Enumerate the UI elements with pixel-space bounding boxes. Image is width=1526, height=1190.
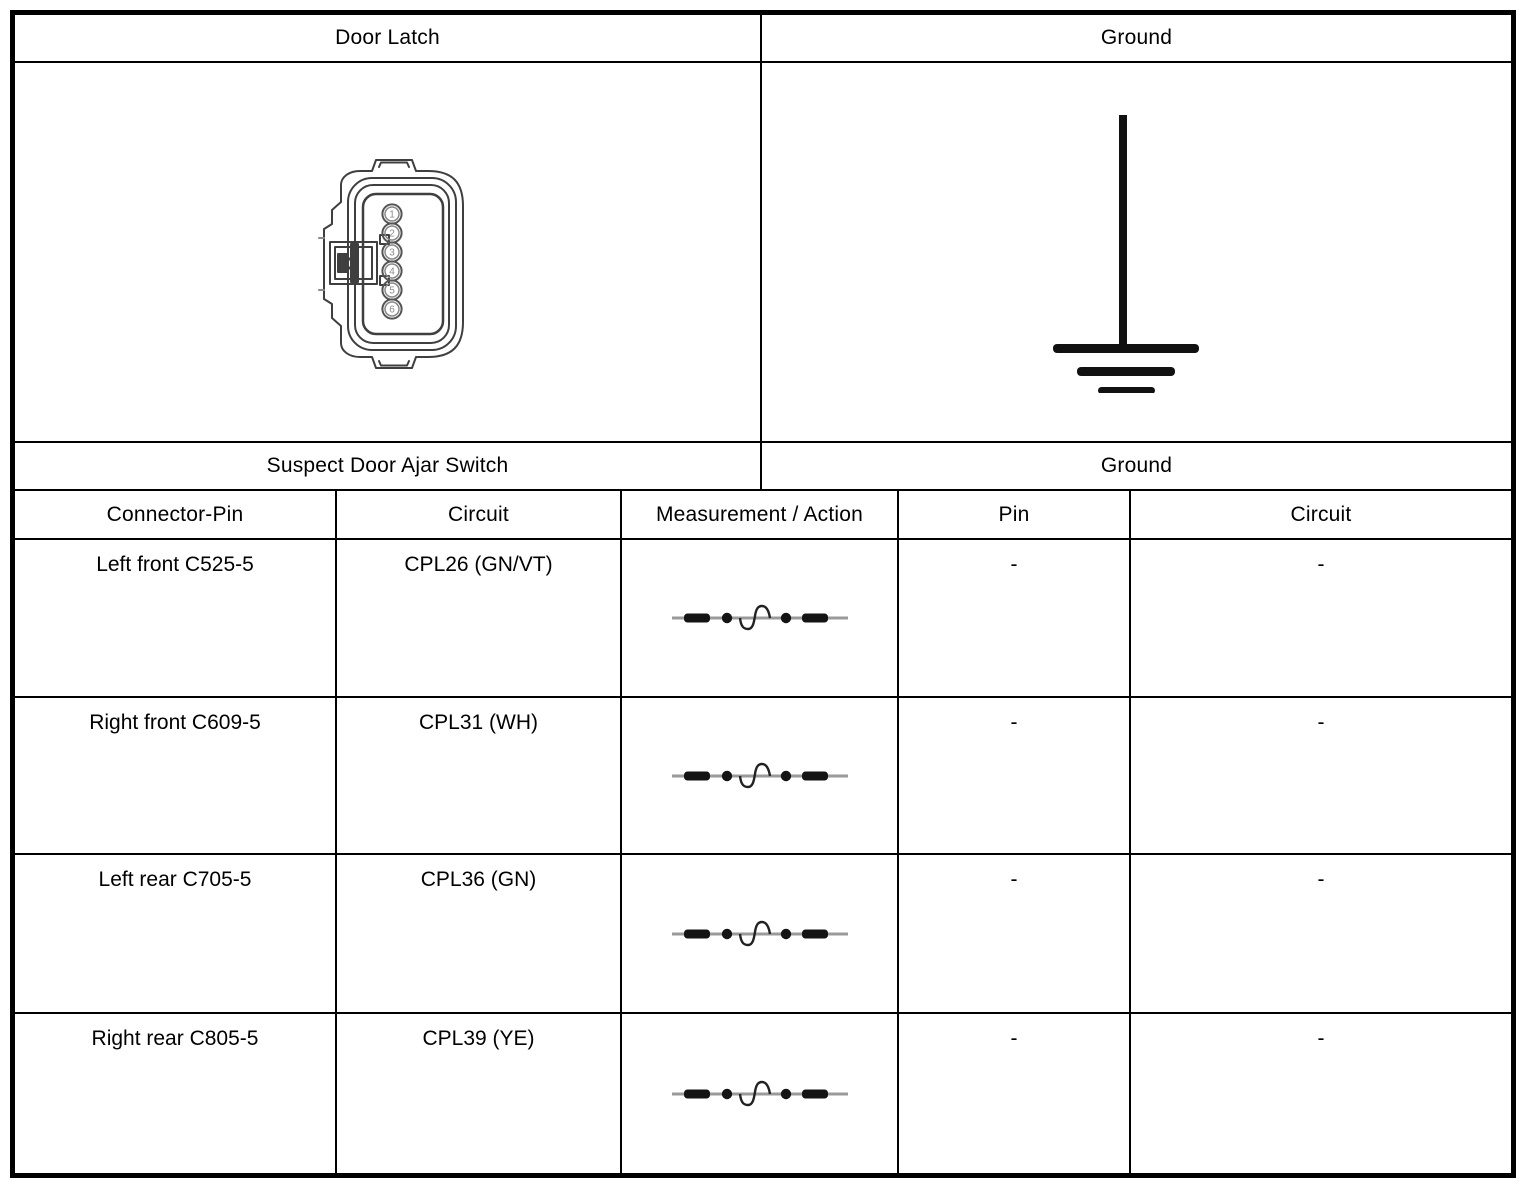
circuit-cell: CPL39 (YE) [337,1014,622,1173]
pin-value-cell: - [899,540,1131,698]
ground-symbol-cell [762,63,1511,443]
col-header-ground-circuit: Circuit [1131,491,1511,540]
connector-pin-cell: Left rear C705-5 [15,855,337,1014]
suspect-door-ajar-switch-header: Suspect Door Ajar Switch [15,443,762,491]
ground-circuit-value-cell: - [1131,698,1511,855]
measurement-cell [622,1014,899,1173]
ground-circuit-value-cell: - [1131,855,1511,1014]
pinpoint-test-table [10,10,1516,1178]
col-header-measurement-action: Measurement / Action [622,491,899,540]
circuit-cell: CPL36 (GN) [337,855,622,1014]
col-header-circuit: Circuit [337,491,622,540]
circuit-cell: CPL26 (GN/VT) [337,540,622,698]
resistance-measurement-icon [670,754,850,798]
pin-number-2: 2 [389,228,395,240]
pin-value-cell: - [899,855,1131,1014]
measurement-cell [622,698,899,855]
circuit-cell: CPL31 (WH) [337,698,622,855]
connector-pin-cell: Right front C609-5 [15,698,337,855]
connector-pin-cell: Right rear C805-5 [15,1014,337,1173]
pin-number-5: 5 [389,285,395,297]
resistance-measurement-icon [670,596,850,640]
measurement-cell [622,540,899,698]
six-pin-connector-icon [318,158,470,370]
ground-symbol-icon [1053,115,1199,393]
measurement-cell [622,855,899,1014]
resistance-measurement-icon [670,1072,850,1116]
door-latch-connector-cell [15,63,762,443]
ground-circuit-value-cell: - [1317,1027,1325,1050]
col-header-pin: Pin [899,491,1131,540]
pin-number-1: 1 [389,209,395,221]
ground-subheader: Ground [762,443,1511,491]
resistance-measurement-icon [670,912,850,956]
col-header-connector-pin: Connector-Pin [15,491,337,540]
ground-header: Ground [762,15,1511,63]
door-latch-header: Door Latch [15,15,762,63]
connector-pin-cell: Left front C525-5 [15,540,337,698]
pin-number-3: 3 [389,247,395,259]
pin-value-cell: - [899,698,1131,855]
pin-value-cell: - [899,1014,1131,1173]
pin-number-6: 6 [389,304,395,316]
top-section [15,15,1511,491]
measurement-table [15,491,1511,1173]
ground-circuit-value-cell: - [1131,540,1511,698]
pin-number-4: 4 [389,266,395,278]
